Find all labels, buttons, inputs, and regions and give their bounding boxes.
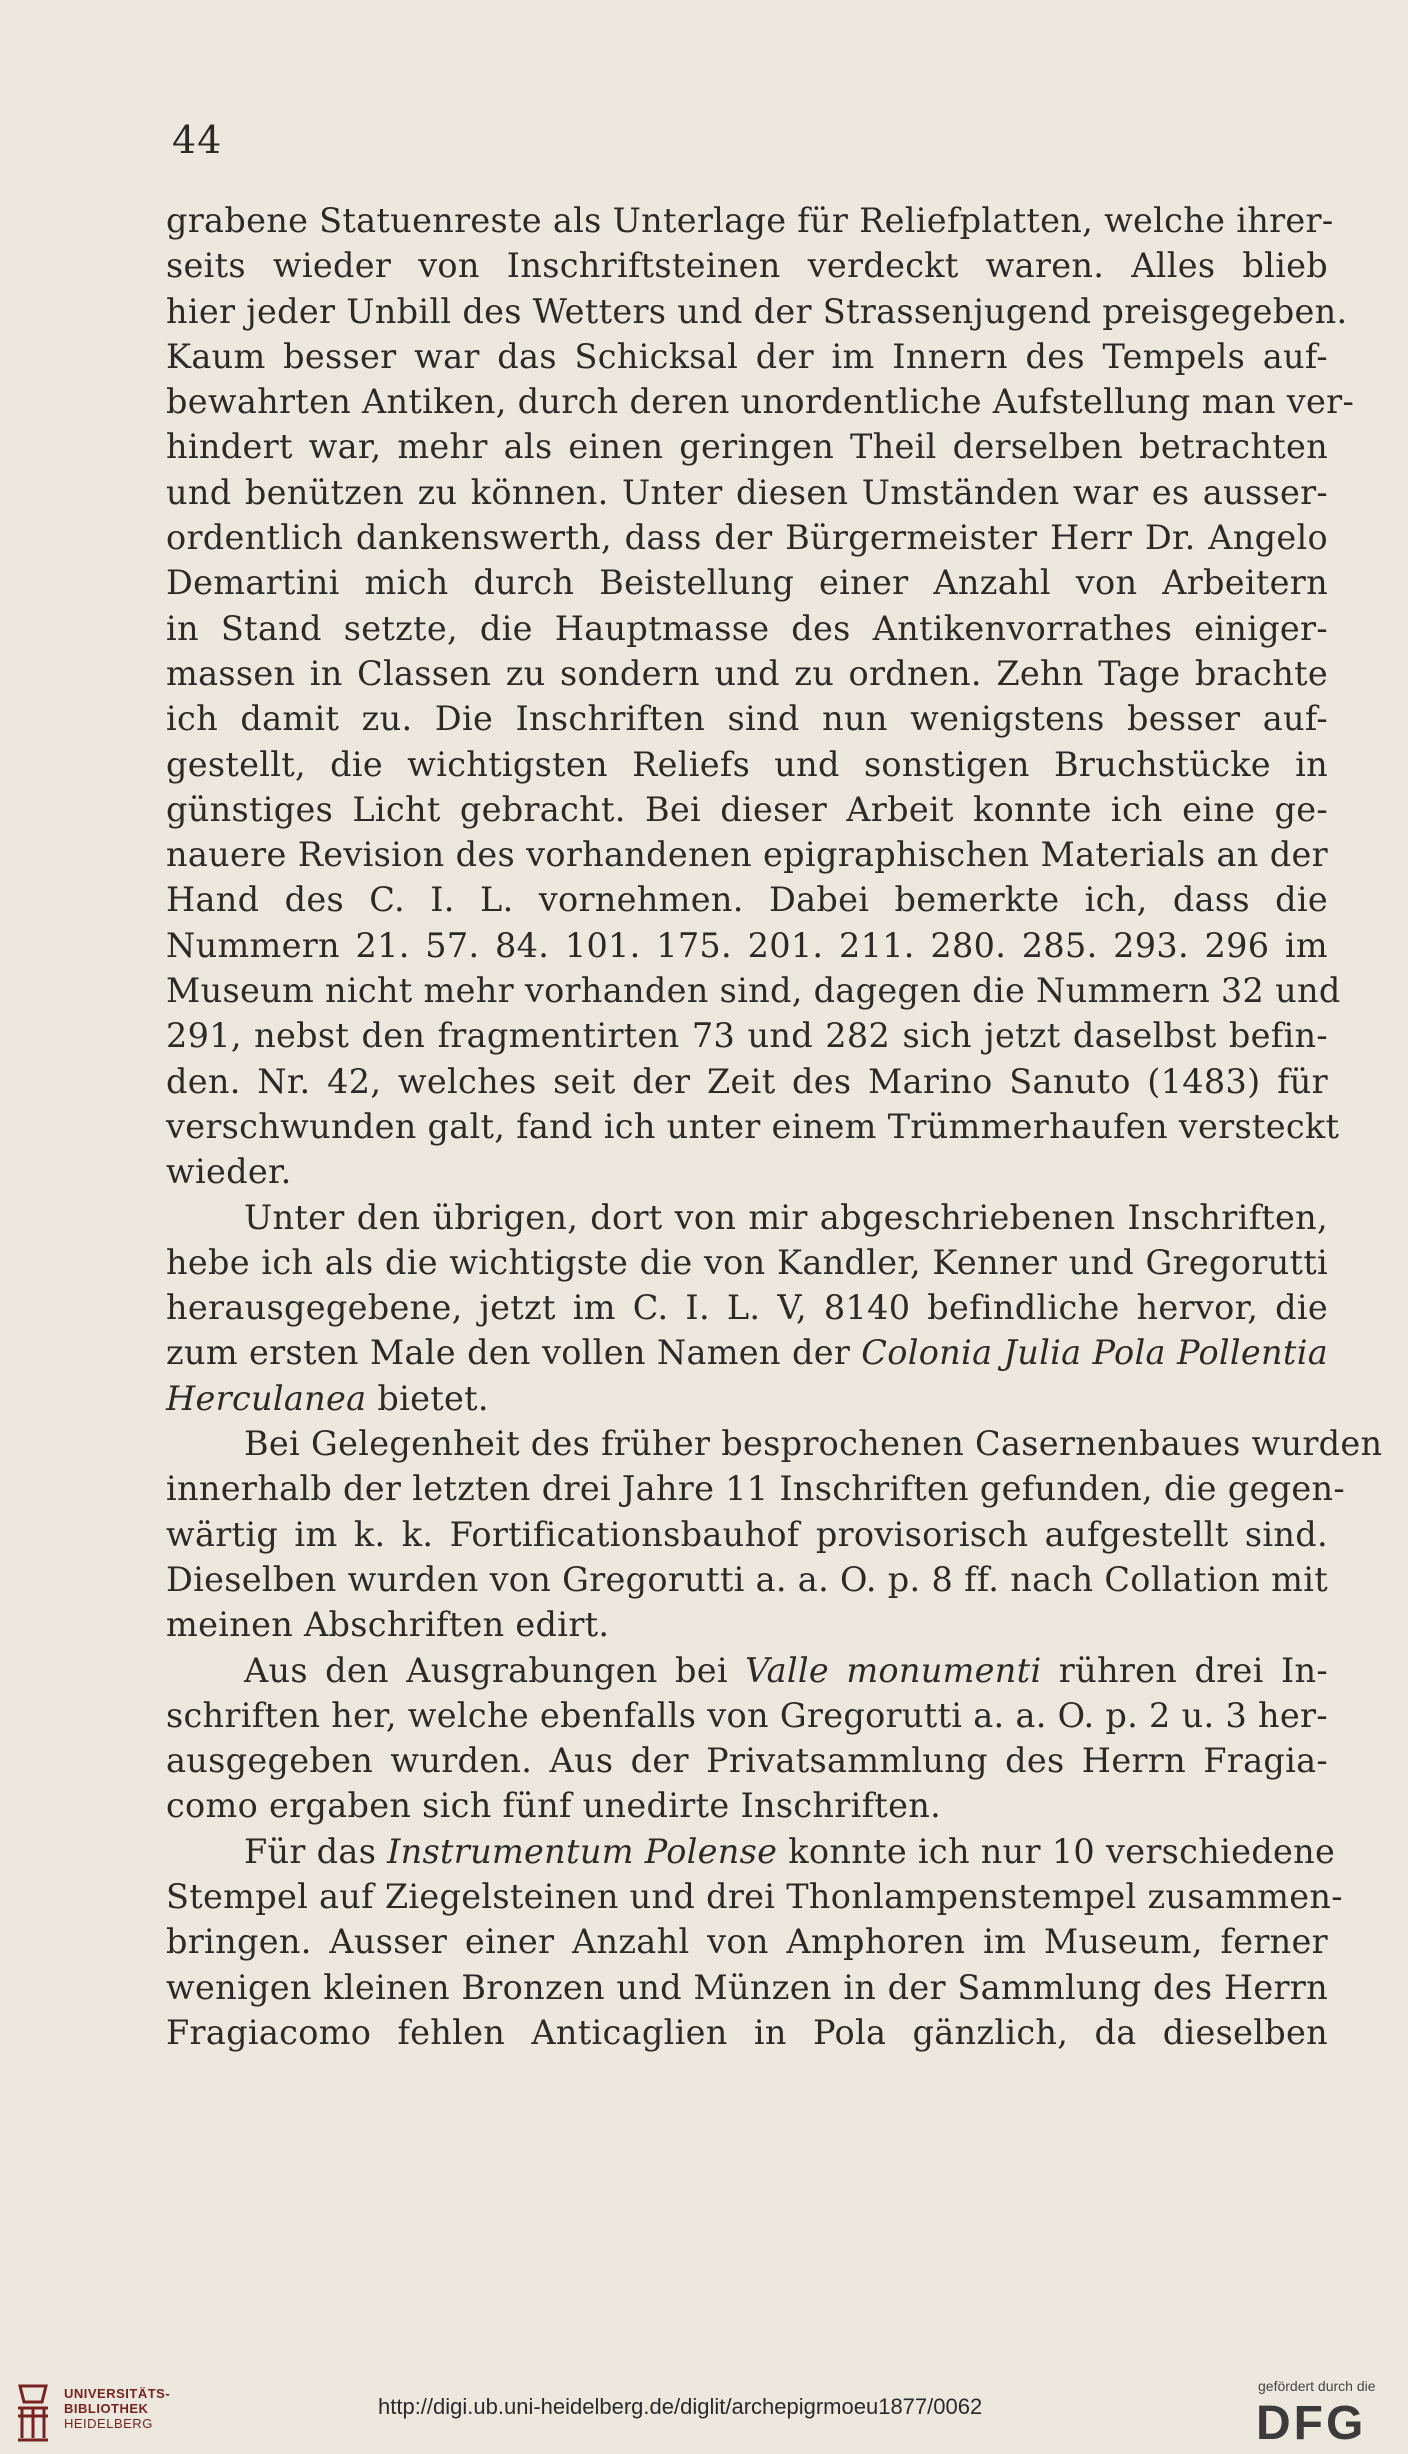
text-line: Nummern 21. 57. 84. 101. 175. 201. 211. 280. 285. 293. 296 im: [166, 925, 1328, 965]
text-line: ausgegeben wurden. Aus der Privatsammlung des Herrn Fragia-: [166, 1741, 1328, 1781]
text-line: bringen. Ausser einer Anzahl von Amphoren im Museum, ferner: [166, 1922, 1328, 1962]
paragraph: [166, 198, 1355, 1195]
text-line: massen in Classen zu sondern und zu ordnen. Zehn Tage brachte: [166, 653, 1328, 693]
text-line: ordentlich dankenswerth, dass der Bürgermeister Herr Dr. Angelo: [166, 518, 1328, 558]
text-line: hier jeder Unbill des Wetters und der Strassenjugend preisgegeben.: [166, 291, 1348, 331]
text-line: den. Nr. 42, welches seit der Zeit des Marino Sanuto (1483) für: [166, 1061, 1328, 1101]
source-url[interactable]: http://digi.ub.uni-heidelberg.de/diglit/archepigrmoeu1877/0062: [378, 2394, 983, 2419]
italic-term: Herculanea: [166, 1378, 367, 1418]
paragraph: [166, 1421, 1383, 1647]
paragraph: [166, 1829, 1343, 2055]
text-line: schriften her, welche ebenfalls von Gregorutti a. a. O. p. 2 u. 3 her-: [166, 1695, 1328, 1735]
library-name: [64, 2386, 170, 2431]
text-line: herausgegebene, jetzt im C. I. L. V, 8140 befindliche hervor, die: [166, 1288, 1328, 1328]
text-line: wenigen kleinen Bronzen und Münzen in der Sammlung des Herrn: [166, 1967, 1328, 2007]
text-line: Dieselben wurden von Gregorutti a. a. O. p. 8 ff. nach Collation mit: [166, 1559, 1328, 1599]
text-line: ich damit zu. Die Inschriften sind nun wenigstens besser auf-: [166, 699, 1328, 739]
text-line: Kaum besser war das Schicksal der im Innern des Tempels auf-: [166, 336, 1328, 376]
italic-term: Colonia Julia Pola Pollentia: [861, 1333, 1328, 1373]
text-line: bewahrten Antiken, durch deren unordentliche Aufstellung man ver-: [166, 382, 1355, 422]
text-line: Herculanea bietet.: [166, 1378, 489, 1418]
body-text: [166, 198, 1383, 2055]
paragraph: [166, 1195, 1328, 1421]
text-line: günstiges Licht gebracht. Bei dieser Arbeit konnte ich eine ge-: [166, 789, 1328, 829]
text-line: in Stand setzte, die Hauptmasse des Antikenvorrathes einiger-: [166, 608, 1328, 648]
funded-by-label: gefördert durch die: [1258, 2378, 1376, 2394]
text-line: gestellt, die wichtigsten Reliefs und sonstigen Bruchstücke in: [166, 744, 1328, 784]
dfg-logo: DFG: [1256, 2397, 1367, 2450]
text-line: hindert war, mehr als einen geringen Theil derselben betrachten: [166, 427, 1328, 467]
text-line: hebe ich als die wichtigste die von Kandler, Kenner und Gregorutti: [166, 1242, 1328, 1282]
text-line: como ergaben sich fünf unedirte Inschriften.: [166, 1786, 942, 1826]
footer: [0, 2352, 1408, 2454]
library-name-line: HEIDELBERG: [64, 2416, 153, 2431]
italic-term: Instrumentum Polense: [387, 1831, 778, 1871]
text-line: seits wieder von Inschriftsteinen verdeckt waren. Alles blieb: [166, 246, 1328, 286]
text-line: Stempel auf Ziegelsteinen und drei Thonlampenstempel zusammen-: [166, 1876, 1343, 1916]
text-line: Aus den Ausgrabungen bei Valle monumenti rühren drei In-: [244, 1650, 1329, 1690]
library-name-line: BIBLIOTHEK: [64, 2401, 149, 2416]
text-line: Bei Gelegenheit des früher besprochenen Casernenbaues wurden: [244, 1424, 1383, 1464]
text-line: nauere Revision des vorhandenen epigraphischen Materials an der: [166, 835, 1328, 875]
paragraph: [166, 1648, 1328, 1829]
text-line: 291, nebst den fragmentirten 73 und 282 sich jetzt daselbst befin-: [166, 1016, 1328, 1056]
library-logo-icon: [14, 2382, 52, 2444]
text-line: innerhalb der letzten drei Jahre 11 Inschriften gefunden, die gegen-: [166, 1469, 1345, 1509]
text-line: zum ersten Male den vollen Namen der Colonia Julia Pola Pollentia: [166, 1333, 1328, 1373]
text-line: meinen Abschriften edirt.: [166, 1605, 610, 1645]
text-line: Demartini mich durch Beistellung einer Anzahl von Arbeitern: [166, 563, 1328, 603]
text-line: wärtig im k. k. Fortificationsbauhof provisorisch aufgestellt sind.: [166, 1514, 1328, 1554]
text-line: Unter den übrigen, dort von mir abgeschriebenen Inschriften,: [244, 1197, 1328, 1237]
text-line: Museum nicht mehr vorhanden sind, dagegen die Nummern 32 und: [166, 971, 1341, 1011]
italic-term: Valle monumenti: [745, 1650, 1042, 1690]
library-name-line: UNIVERSITÄTS-: [64, 2386, 171, 2401]
text-line: Hand des C. I. L. vornehmen. Dabei bemerkte ich, dass die: [166, 880, 1328, 920]
text-line: grabene Statuenreste als Unterlage für Reliefplatten, welche ihrer-: [166, 201, 1334, 240]
text-line: Fragiacomo fehlen Anticaglien in Pola gänzlich, da dieselben: [166, 2012, 1328, 2052]
text-line: verschwunden galt, fand ich unter einem Trümmerhaufen versteckt: [166, 1106, 1340, 1146]
text-line: wieder.: [166, 1152, 292, 1192]
text-line: Für das Instrumentum Polense konnte ich nur 10 verschiedene: [244, 1831, 1336, 1871]
page-number: 44: [172, 118, 223, 162]
text-line: und benützen zu können. Unter diesen Umständen war es ausser-: [166, 472, 1328, 512]
